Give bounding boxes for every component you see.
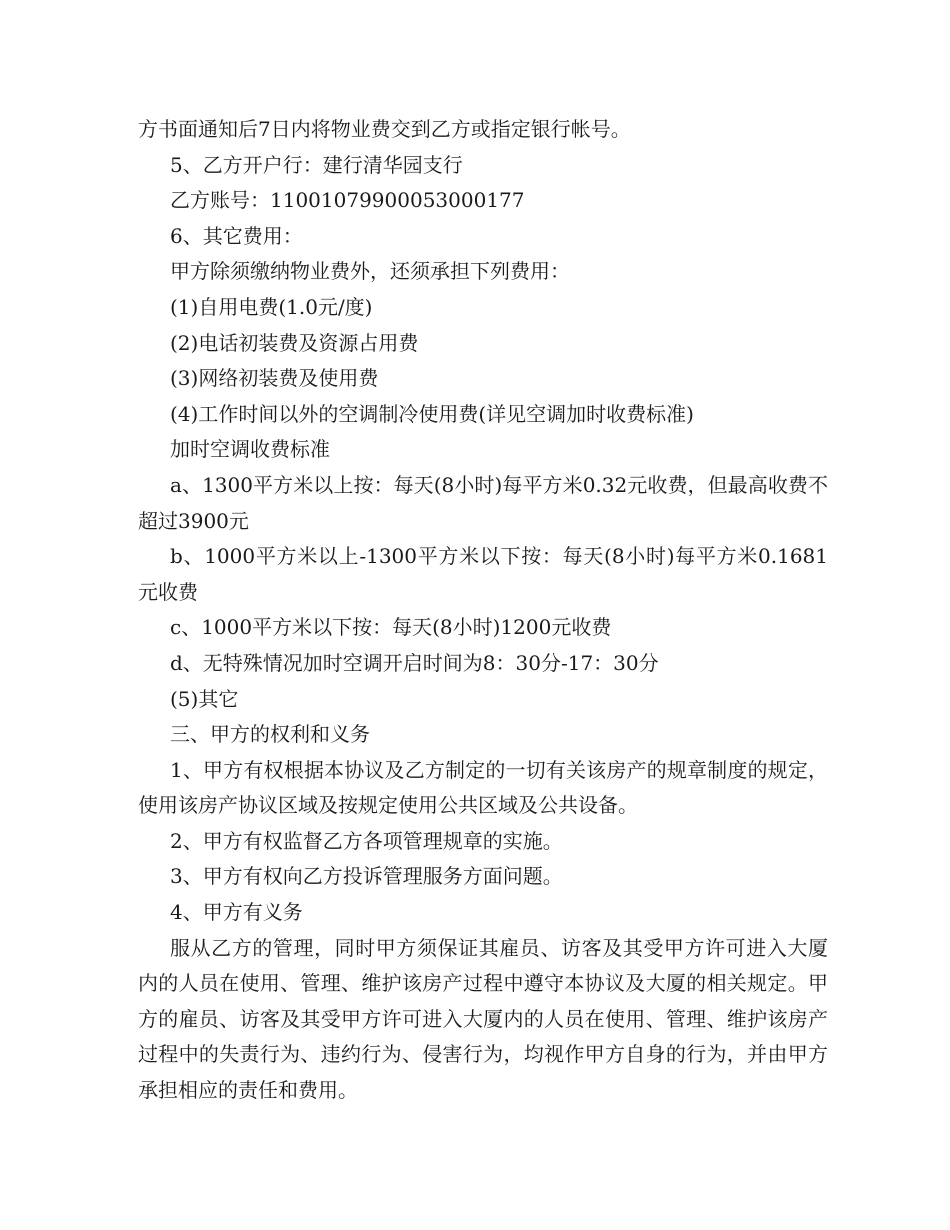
paragraph-obligation-4: 4、甲方有义务 [170,900,303,925]
document-body [138,112,828,1109]
list-item-air-conditioning: (4)工作时间以外的空调制冷使用费(详见空调加时收费标准) [170,401,694,426]
section-heading-rights-obligations: 三、甲方的权利和义务 [170,722,370,747]
paragraph-right-1: 1、甲方有权根据本协议及乙方制定的一切有关该房产的规章制度的规定，使用该房产协议区域及按规定使用公共区域及公共设备。 [138,757,828,818]
list-item-network: (3)网络初装费及使用费 [170,366,379,391]
paragraph-other-fees-intro: 甲方除须缴纳物业费外，还须承担下列费用： [170,259,570,284]
paragraph-bank-name: 5、乙方开户行：建行清华园支行 [170,152,463,177]
list-item-ac-rate-b: b、1000平方米以上-1300平方米以下按：每天(8小时)每平方米0.1681元收费 [138,544,828,604]
paragraph-right-3: 3、甲方有权向乙方投诉管理服务方面问题。 [170,864,563,889]
list-item-ac-rate-a: a、1300平方米以上按：每天(8小时)每平方米0.32元收费，但最高收费不超过3900元 [138,472,828,533]
paragraph-payment-deadline: 方书面通知后7日内将物业费交到乙方或指定银行帐号。 [138,117,631,141]
paragraph-obligation-detail: 服从乙方的管理，同时甲方须保证其雇员、访客及其受甲方许可进入大厦内的人员在使用、管理、维护该房产过程中遵守本协议及大厦的相关规定。甲方的雇员、访客及其受甲方许可进入大厦内的人员在使用、管理、维护该房产过程中的失责行为、违约行为、侵害行为，均视作甲方自身的行为，并由甲方承担相应的责任和费用。 [138,935,828,1103]
list-item-ac-rate-c: c、1000平方米以下按：每天(8小时)1200元收费 [170,615,612,640]
paragraph-ac-standard-heading: 加时空调收费标准 [170,437,330,462]
list-item-other: (5)其它 [170,686,239,711]
paragraph-other-fees-heading: 6、其它费用： [170,223,303,248]
paragraph-right-2: 2、甲方有权监督乙方各项管理规章的实施。 [170,828,563,853]
paragraph-bank-account: 乙方账号：11001079900053000177 [170,188,525,213]
list-item-electricity: (1)自用电费(1.0元/度) [170,294,373,319]
list-item-telephone: (2)电话初装费及资源占用费 [170,330,419,355]
list-item-ac-hours-d: d、无特殊情况加时空调开启时间为8：30分-17：30分 [170,650,659,675]
